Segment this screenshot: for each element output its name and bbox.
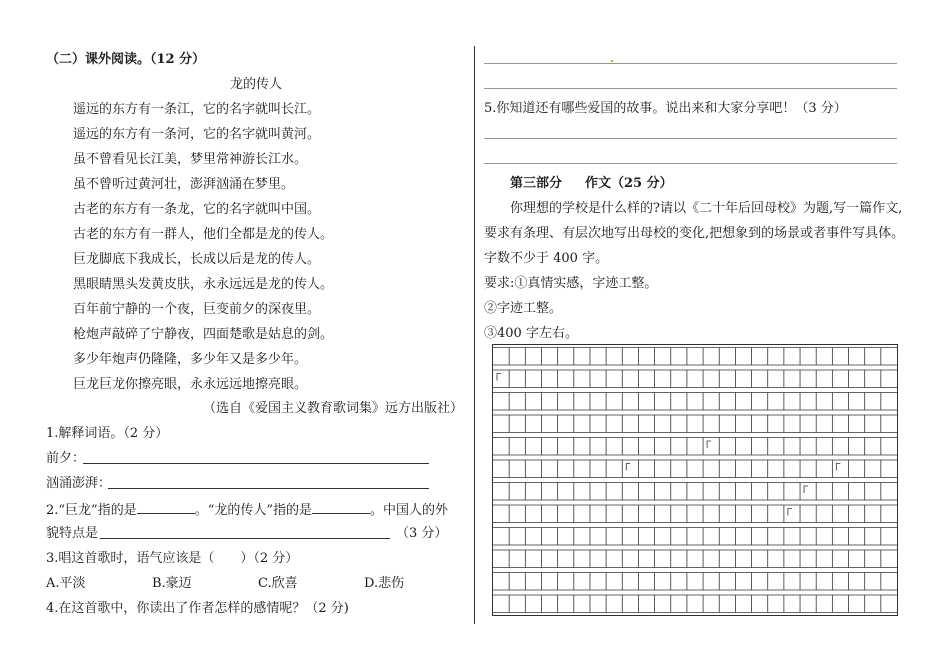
poem-line: 巨龙脚底下我成长，长成以后是龙的传人。 [73,252,321,267]
poem-line: 百年前宁静的一个夜，巨变前夕的深夜里。 [73,302,321,317]
option-b[interactable]: B.豪迈 [152,576,192,591]
poem-source: （选自《爱国主义教育歌词集》远方出版社） [203,401,464,416]
question-5: 5.你知道还有哪些爱国的故事。说出来和大家分享吧！（3 分） [484,101,847,116]
requirement-line: 要求:①真情实感，字迹工整。 [484,276,658,291]
answer-line[interactable] [100,538,390,539]
question-2: 2.“巨龙”指的是 。“龙的传人”指的是 。中国人的外 [46,503,449,518]
blank-chuanren[interactable] [312,501,370,514]
poem-line: 古老的东方有一群人，他们全都是龙的传人。 [73,227,334,242]
poem-line: 多少年炮声仍隆隆，多少年又是多少年。 [73,352,308,367]
q1-word-label: 汹涌澎湃： [46,476,112,491]
requirement-line: ③400 字左右。 [484,326,578,341]
q1-word-label: 前夕： [46,451,86,466]
grid-corner-mark [788,509,792,516]
poem-line: 虽不曾看见长江美，梦里常神游长江水。 [73,152,308,167]
grid-corner-mark [836,464,840,471]
section-title: （二）课外阅读。（12 分） [46,52,206,67]
part3-title: 第三部分 [510,176,563,191]
blank-juLong[interactable] [137,501,195,514]
option-d[interactable]: D.悲伤 [364,576,405,591]
prompt-line: 字数不少于 400 字。 [484,251,609,266]
q2-score: （3 分） [396,526,448,541]
option-a[interactable]: A.平淡 [46,576,86,591]
prompt-line: 你理想的学校是什么样的?请以《二十年后回母校》为题,写一篇作文, [510,201,903,216]
poem-line: 虽不曾听过黄河壮，澎湃汹涌在梦里。 [73,177,295,192]
writing-line[interactable] [484,88,897,89]
answer-line[interactable] [108,488,429,489]
poem-line: 枪炮声敲碎了宁静夜，四面楚歌是姑息的剑。 [73,327,334,342]
column-divider [474,46,475,624]
poem-line: 遥远的东方有一条河，它的名字就叫黄河。 [73,127,321,142]
writing-line[interactable] [484,138,897,139]
grid-corner-mark [804,486,808,493]
option-c[interactable]: C.欣喜 [258,576,298,591]
poem-line: 黑眼睛黑头发黄皮肤，永永远远是龙的传人。 [73,277,334,292]
poem-title: 龙的传人 [230,77,283,92]
requirement-line: ②字迹工整。 [484,301,563,316]
grid-corner-mark [707,441,711,448]
grid-corner-mark [626,464,630,471]
question-2-cont: 貌特点是 [46,526,99,541]
question-4: 4.在这首歌中，你读出了作者怎样的感情呢？（2 分) [46,601,349,616]
question-1: 1.解释词语。（2 分） [46,426,169,441]
ink-dot [611,60,613,62]
answer-line[interactable] [83,463,429,464]
poem-line: 巨龙巨龙你擦亮眼，永永远远地擦亮眼。 [73,377,308,392]
writing-line[interactable] [484,163,897,164]
poem-line: 遥远的东方有一条江，它的名字就叫长江。 [73,102,321,117]
writing-line[interactable] [484,63,897,64]
question-3: 3.唱这首歌时，语气应该是（ ）（2 分） [46,551,299,566]
grid-corner-mark [497,374,501,381]
poem-line: 古老的东方有一条龙，它的名字就叫中国。 [73,202,321,217]
composition-title: 作文（25 分） [585,176,673,191]
composition-grid[interactable] [492,344,898,616]
prompt-line: 要求有条理、有层次地写出母校的变化,把想象到的场景或者事件写具体。 [484,226,905,241]
